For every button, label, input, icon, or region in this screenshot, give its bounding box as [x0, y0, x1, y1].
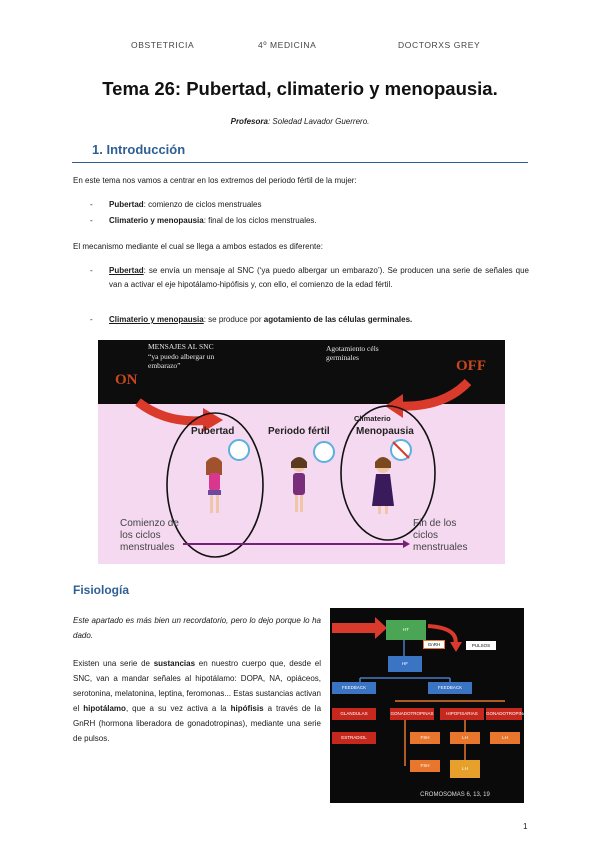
box-hypothalamus: HT: [386, 620, 426, 640]
woman-pubertad-icon: [206, 457, 222, 513]
subsection-heading-fisiologia: Fisiología: [73, 583, 130, 597]
box-row3: GONADOTROPINAS: [390, 708, 434, 720]
timeline-arrowhead: [403, 540, 410, 548]
box-estradiol: ESTRADIOL: [332, 732, 376, 744]
header-course: 4º MEDICINA: [258, 40, 317, 50]
woman-menopausia-icon: [372, 457, 394, 514]
fisiologia-note: Este apartado es más bien un recordatorio, pero lo dejo porque lo ha dado.: [73, 616, 321, 640]
box-row3: GONADOTROPINAS: [486, 708, 522, 720]
box-row4: FSH: [410, 732, 440, 744]
label-climaterio: Climaterio: [354, 414, 391, 423]
fisiologia-paragraph: Existen una serie de sustancias en nuestro cuerpo que, desde el SNC, van a mandar señales al hipotálamo: DOPA, NA, opiáceos, serotonina, melatonina, leptina, feromonas... Estas sustancias activan el hipotálamo, que a su vez activa a la hipófisis a través de la GnRH (hormona liberadora de gonadotropinas), mediante una serie de pulsos.: [73, 659, 322, 743]
label-start-cycles: Comienzo de los ciclos menstruales: [120, 518, 179, 553]
professor-line: [0, 117, 600, 126]
bullet-text: : se produce por: [203, 315, 264, 324]
box-feedback-left: FEEDBACK: [332, 682, 376, 694]
bullet-text: : se envía un mensaje al SNC (‘ya puedo albergar un embarazo’). Se producen una serie de señales que van a activar el eje hipotálamo-hipófisis y, con ello, el comienzo de la edad fértil.: [109, 266, 529, 289]
bullet-term: Climaterio y menopausia: [109, 315, 204, 324]
figure-msg-title: MENSAJES AL SNC: [148, 342, 214, 351]
figure-depletion-text: Agotamiento céls germinales: [326, 344, 379, 362]
header-author: DOCTORXS GREY: [398, 40, 481, 50]
bullet-term: Pubertad: [109, 200, 144, 209]
label-periodo-fertil: Periodo fértil: [268, 426, 330, 437]
intro-paragraph: En este tema nos vamos a centrar en los extremos del periodo fértil de la mujer:: [73, 176, 357, 185]
box-feedback-right: FEEDBACK: [428, 682, 472, 694]
professor-label: Profesora: [230, 117, 268, 126]
section-heading-introduccion: 1. Introducción: [92, 142, 186, 157]
label-pubertad: Pubertad: [191, 426, 235, 437]
header-subject: OBSTETRICIA: [131, 40, 195, 50]
red-arrow: [332, 617, 387, 639]
figure-hormone-axis: [330, 608, 530, 803]
mechanism-paragraph: El mecanismo mediante el cual se llega a ambos estados es diferente:: [73, 242, 323, 251]
box-row3: HIPOFISARIAS: [440, 708, 484, 720]
box-row5: LH: [450, 760, 480, 778]
box-hypophysis: HF: [388, 656, 422, 672]
bullet-bold: agotamiento de las células germinales.: [263, 315, 413, 324]
label-end-cycles: Fin de los ciclos menstruales: [413, 518, 468, 553]
label-gnrh: GnRH: [423, 640, 445, 649]
bullet-text: : comienzo de ciclos menstruales: [143, 200, 262, 209]
woman-fertil-icon: [291, 457, 307, 512]
label-menopausia: Menopausia: [356, 426, 414, 437]
section-divider: [72, 162, 528, 163]
figure-msg-text: “ya puedo albergar un embarazo”: [148, 352, 215, 370]
box-row3: GLANDULAS: [332, 708, 376, 720]
bullet-term: Climaterio y menopausia: [109, 216, 204, 225]
page-number: 1: [523, 822, 528, 831]
box-row5: FSH: [410, 760, 440, 772]
bullet-text: : final de los ciclos menstruales.: [203, 216, 317, 225]
box-row4: LH: [490, 732, 520, 744]
page-title: Tema 26: Pubertad, climaterio y menopausia.: [102, 78, 498, 99]
figure-off-label: OFF: [456, 358, 486, 374]
professor-name: : Soledad Lavador Guerrero.: [267, 117, 370, 126]
figure-caption: CROMOSOMAS 6, 13, 19: [420, 792, 490, 798]
label-pulsos: PULSOS: [466, 641, 496, 650]
box-row4: LH: [450, 732, 480, 744]
curved-arrow-right: [398, 382, 468, 406]
figure-on-label: ON: [115, 372, 138, 388]
diagram-connectors: [330, 608, 524, 803]
figure-life-stages: [98, 340, 505, 564]
clock-icon-2: [314, 442, 334, 462]
bullet-term: Pubertad: [109, 266, 144, 275]
clock-icon-1: [229, 440, 249, 460]
